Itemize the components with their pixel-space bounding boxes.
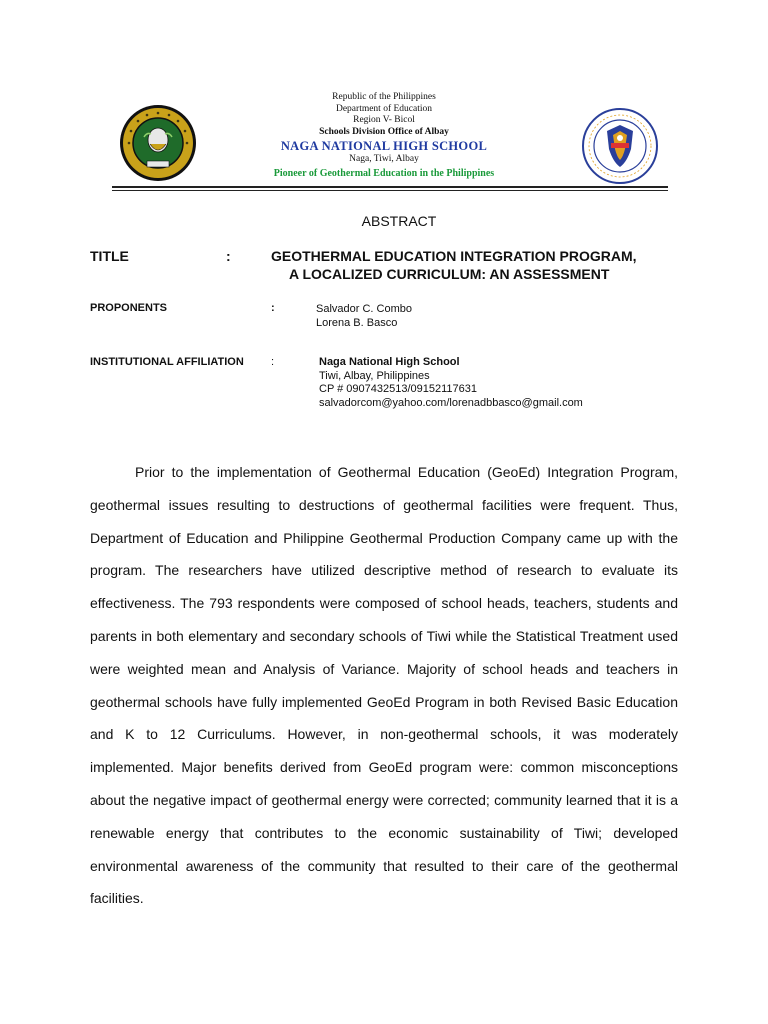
letterhead-tagline: Pioneer of Geothermal Education in the Philippines (273, 167, 495, 179)
title-line-2: A LOCALIZED CURRICULUM: AN ASSESSMENT (289, 266, 610, 282)
letterhead-region: Region V- Bicol (353, 115, 415, 125)
letterhead (200, 92, 568, 182)
letterhead-republic: Republic of the Philippines (332, 92, 436, 102)
title-line-1: GEOTHERMAL EDUCATION INTEGRATION PROGRAM, (271, 248, 637, 264)
deped-seal-logo (581, 107, 659, 185)
proponent-name: Salvador C. Combo (316, 303, 412, 315)
affiliation-details (319, 356, 583, 410)
proponents-label: PROPONENTS (90, 302, 168, 314)
affiliation-address: Tiwi, Albay, Philippines (319, 369, 430, 382)
letterhead-school-name: NAGA NATIONAL HIGH SCHOOL (280, 139, 488, 153)
letterhead-division: Schools Division Office of Albay (319, 126, 449, 137)
header-divider-thick (112, 186, 668, 188)
proponents-colon: : (271, 302, 275, 314)
affiliation-phone: CP # 0907432513/09152117631 (319, 383, 478, 395)
proponents-list (316, 302, 412, 330)
abstract-body: Prior to the implementation of Geothermal Education (GeoEd) Integration Program, geothermal issues resulting to destructions of geothermal facilities were frequent. Thus, Department of Education and Philippine Geothermal Production Company came up with the program. The researchers have utilized descriptive method of research to evaluate its effectiveness. The 793 respondents were composed of school heads, teachers, students and parents in both elementary and secondary schools of Tiwi while the Statistical Treatment used were weighted mean and Analysis of Variance. Majority of school heads and teachers in geothermal schools have fully implemented GeoEd Program in both Revised Basic Education and K to 12 Curriculums. However, in non-geothermal schools, it was moderately implemented. Major benefits derived from GeoEd program were: common misconceptions about the negative impact of geothermal energy were corrected; community learned that it is a renewable energy that contributes to the economic sustainability of Tiwi; developed environmental awareness of the community that resulted to their care of the geothermal facilities. (90, 464, 678, 907)
affiliation-email: salvadorcom@yahoo.com/lorenadbbasco@gmail.com (319, 396, 583, 409)
affiliation-school: Naga National High School (319, 356, 460, 368)
affiliation-colon: : (271, 356, 275, 368)
title-colon: : (226, 248, 231, 264)
abstract-heading: ABSTRACT (361, 213, 437, 229)
title-label: TITLE (90, 248, 129, 264)
school-seal-logo (119, 104, 197, 182)
letterhead-department: Department of Education (335, 103, 433, 114)
letterhead-location: Naga, Tiwi, Albay (349, 154, 419, 164)
header-divider-thin (112, 190, 668, 191)
proponent-name: Lorena B. Basco (316, 317, 398, 329)
affiliation-label: INSTITUTIONAL AFFILIATION (90, 356, 244, 368)
